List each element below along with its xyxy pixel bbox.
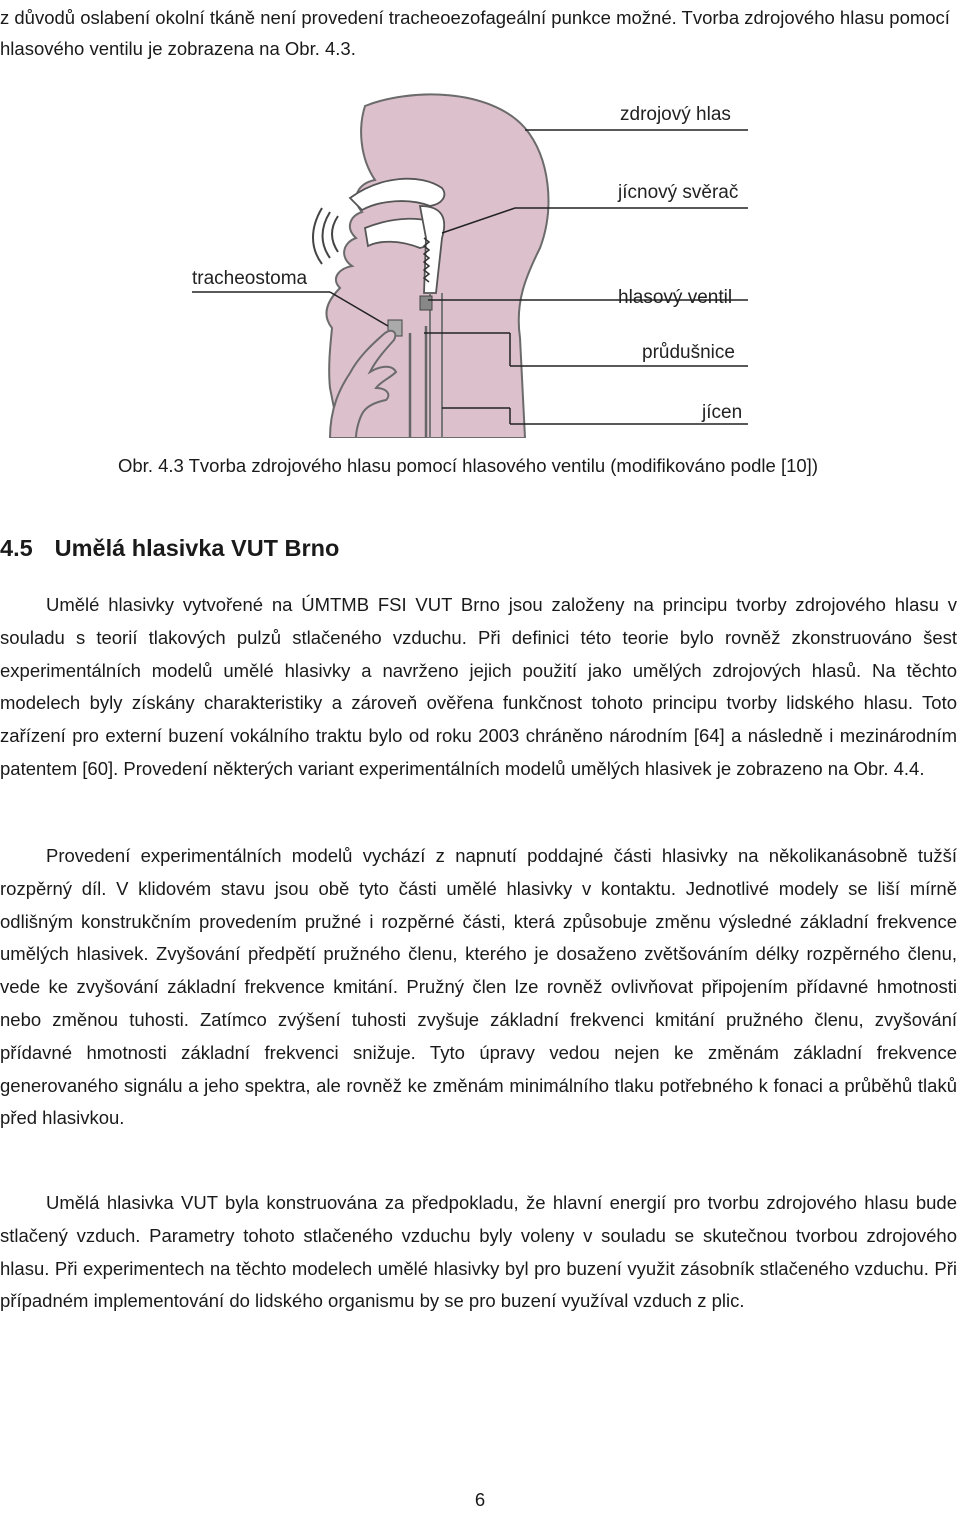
label-zdrojovy-hlas: zdrojový hlas xyxy=(620,104,731,125)
page-number: 6 xyxy=(474,1489,486,1510)
sound-wave-3 xyxy=(313,208,322,264)
label-jicnovy-sverac: jícnový svěrač xyxy=(618,182,739,203)
label-hlasovy-ventil: hlasový ventil xyxy=(618,287,733,308)
anatomy-diagram xyxy=(180,88,780,438)
label-prudusnice: průdušnice xyxy=(642,342,735,363)
section-heading xyxy=(0,531,339,565)
figure-caption: Obr. 4.3 Tvorba zdrojového hlasu pomocí hlasového ventilu (modifikováno podle [10]) xyxy=(118,455,818,476)
label-jicen: jícen xyxy=(702,402,743,423)
paragraph-3: Umělá hlasivka VUT byla konstruována za předpokladu, že hlavní energií pro tvorbu zdrojového hlasu bude stlačený vzduch. Parametry tohoto stlačeného vzduchu byly voleny v souladu se skutečnou tvorbou zdrojového hlasu. Při experimentech na těchto modelech umělé hlasivky byl pro buzení využit zásobník stlačeného vzduchu. Při případném implementování do lidského organismu by se pro buzení využíval vzduch z plic. xyxy=(0,1192,957,1312)
intro-text: z důvodů oslabení okolní tkáně není provedení tracheoezofageální punkce možné. Tvorba zdrojového hlasu pomocí hlasového ventilu je zobrazena na Obr. 4.3. xyxy=(0,7,950,59)
paragraph-1: Umělé hlasivky vytvořené na ÚMTMB FSI VUT Brno jsou založeny na principu tvorby zdrojového hlasu v souladu s teorií tlakových pulzů stlačeného vzduchu. Při definici této teorie bylo rovněž zkonstruováno šest experimentálních modelů umělé hlasivky a navrženo jejich použití jako umělých zdrojových hlasů. Na těchto modelech byly získány charakteristiky a zároveň ověřena funkčnost tohoto principu tvorby lidského hlasu. Toto zařízení pro externí buzení vokálního traktu bylo od roku 2003 chráněno národním [64] a následně i mezinárodním patentem [60]. Provedení některých variant experimentálních modelů umělých hlasivek je zobrazeno na Obr. 4.4. xyxy=(0,594,957,779)
label-tracheostoma: tracheostoma xyxy=(192,268,308,289)
figure-voice-prosthesis xyxy=(180,88,780,438)
paragraph-2: Provedení experimentálních modelů vychází z napnutí poddajné části hlasivky na několikanásobně tužší rozpěrný díl. V klidovém stavu jsou obě tyto části umělé hlasivky v kontaktu. Jednotlivé modely se liší mírně odlišným konstrukčním provedením pružné i rozpěrné části, která způsobuje změnu výsledné základní frekvence umělých hlasivek. Zvyšování předpětí pružného členu, kterého je dosaženo zvětšováním délky rozpěrného členu, vede ke zvyšování základní frekvence kmitání. Pružný člen lze rovněž ovlivňovat připojením přídavné hmotnosti nebo změnou tuhosti. Zatímco zvýšení tuhosti zvyšuje základní frekvenci kmitání pružného členu, zvyšování přídavné hmotnosti základní frekvenci snižuje. Tyto úpravy vedou nejen ke změnám základní frekvence generovaného signálu a jeho spektra, ale rovněž ke změnám minimálního tlaku potřebného k fonaci a průběhů tlaků před hlasivkou. xyxy=(0,845,957,1129)
voice-valve xyxy=(420,296,432,310)
sound-wave-1 xyxy=(332,216,338,252)
section-title: Umělá hlasivka VUT Brno xyxy=(54,535,340,561)
sound-wave-2 xyxy=(323,212,331,258)
section-number: 4.5 xyxy=(0,535,33,561)
